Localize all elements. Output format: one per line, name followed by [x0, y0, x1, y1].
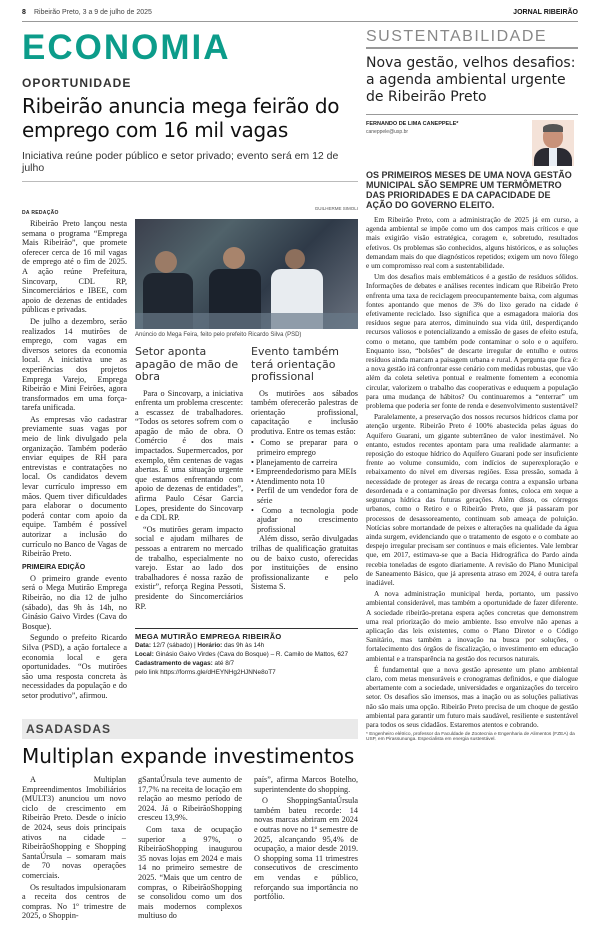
article-column-1: [22, 775, 126, 923]
paragraph: gSantaÚrsula teve aumento de 17,7% na receita de locação em relação ao mesmo período de 2024. Já o RibeirãoShopping cresceu 13,9%.: [138, 775, 242, 823]
byline: DA REDAÇÃO: [22, 210, 59, 216]
info-location: Local: Ginásio Gaivo Virdes (Cava do Bosque) – R. Camilo de Mattos, 627: [135, 651, 349, 658]
article-subhead: Iniciativa reúne poder público e setor privado; evento será em 12 de julho: [22, 150, 339, 174]
paragraph: É fundamental que a nova gestão apresente um plano ambiental claro, com metas mensuráveis e cronogramas definidos, e que dialogue abertamente com a sociedade, universidades e organizações do terceiro setor. Os desafios são imensos, mas a inação ou as soluções paliativas não são mais uma opção. Ribeirão Preto precisa de um choque de gestão ambiental para garantir um futuro mais saudável, resiliente e sustentável para todos os seus cidadãos. Estaremos atentos e cobrando.: [366, 664, 578, 729]
article-lead: OS PRIMEIROS MESES DE UMA NOVA GESTÃO MUNICIPAL SÃO SEMPRE UM TERMÔMETRO DAS PRIORIDADES E DA CAPACIDADE DE AÇÃO DO GOVERNO ELEITO.: [366, 170, 572, 210]
article-column-1: [22, 206, 127, 703]
paragraph: Com taxa de ocupação superior a 97%, o RibeirãoShopping inaugurou 35 novas lojas em 2024 e mais 14 no primeiro semestre de 2025. “Mais que um centro de compras, o RibeirãoShopping se consolidou como um dos mais modernos complexos multiuso do: [138, 824, 242, 921]
paragraph: país”, afirma Marcos Botelho, superintendente do shopping.: [254, 775, 358, 794]
subarticle-orientation: [251, 346, 358, 594]
economia-section: [22, 28, 358, 700]
edition-date: Ribeirão Preto, 3 a 9 de julho de 2025: [34, 9, 152, 16]
paragraph: Em Ribeirão Preto, com a administração de 2025 já em curso, a agenda ambiental se impõe como um dos campos mais críticos e que mais exigirão visão estratégica, coragem e, sobretudo, resultados efetivos. Os problemas são conhecidos, alguns históricos, e as soluções demandam mais do que diagnósticos repetidos; exigem um novo fôlego e um compromisso real com a sustentabilidade.: [366, 215, 578, 271]
paragraph: O ShoppingSantaÚrsula também bateu recorde: 14 novas marcas abriram em 2024 e outras nove no 1º semestre de 2025, alcançando 95,4% de ocupação, a maior desde 2019. O shopping soma 11 trimestres consecutivos de crescimento em vendas e público, reforçando sua importância no portfólio.: [254, 796, 358, 902]
author-email[interactable]: caneppele@usp.br: [366, 129, 409, 135]
sustentabilidade-section: [366, 28, 578, 742]
author-footnote: * Engenheiro elétrico, professor da Faculdade de Zootecnia e Engenharia de Alimentos (FZEA) da USP, em Pirassununga. Especialista em energia sustentável.: [366, 732, 575, 743]
paragraph: Os resultados impulsionaram a receita dos centros de compras. No 1º trimestre de 2025, o Shoppin-: [22, 882, 126, 921]
article-headline: Multiplan expande investimentos: [22, 744, 355, 768]
article-headline: Nova gestão, velhos desafios: a agenda ambiental urgente de Ribeirão Preto: [366, 55, 576, 105]
author-photo: [532, 120, 574, 166]
article-column-2: [138, 775, 242, 923]
paragraph: As empresas vão cadastrar previamente suas vagas por meio de link divulgado pela organização. Também poderão enviar equipes de RH para entrevistas e contratações no local. Os candidatos devem levar currículo impresso em mãos. Quem tiver dificuldades para elaborar o documento poderá contar com apoio da equipe. Também é possível autorizar a inclusão do currículo no Banco de Vagas de Ribeirão Preto.: [22, 414, 127, 559]
article-headline: Ribeirão anuncia mega feirão do emprego com 16 mil vagas: [22, 94, 340, 142]
paragraph: “Os mutirões geram impacto social e ajudam milhares de pessoas a entrarem no mercado de trabalho, especialmente no varejo. Estar ao lado dos trabalhadores é nossa razão de existir”, reforça Regina Pessoti, presidente do Sincomerciários RP.: [135, 524, 243, 611]
paragraph: Paralelamente, a preservação dos nossos recursos hídricos clama por atenção urgente. Ribeirão Preto é 100% abastecida pelas águas do Aquífero Guarani, um gigante subterrâneo de valor inestimável. No entanto, estudos recentes apontam para uma realidade alarmante: a reposição do estoque hídrico do Aquífero Guarani pode ser insuficiente frente ao volume consumido, com indícios de superexploração e rebaixamento do nível em diversas regiões. Essa pressão, somada à necessidade de proteger as áreas de recarga contra a expansão urbana desordenada e a contaminação por diversas fontes, coloca em xeque a segurança hídrica das futuras gerações. Além disso, os córregos urbanos, como o Retiro e o Ribeirão Preto, que já passaram por processos de desassoreamento, continuam sob ameaça de poluição. Notícias sobre mortandade de peixes e alterações na qualidade da água ainda surgem, evidenciando que o tratamento de esgoto e o combate ao despejo irregular precisam ser contínuos e mais eficientes. Vale lembrar que, em 2017, estimava-se que a Bacia Hidrográfica do Pardo ainda recebia toneladas de esgoto diariamente. A revisão do Plano Municipal de Saneamento Básico, que já apresenta atraso em 2024, é outra tarefa inadiável.: [366, 412, 578, 587]
paragraph: Segundo o prefeito Ricardo Silva (PSD), a ação fortalece a economia local e gera oportunidades. “Os mutirões são uma resposta concreta às necessidades da população e do setor produtivo”, afirmou.: [22, 633, 127, 700]
subarticle-title: Evento também terá orientação profissional: [251, 345, 339, 383]
section-title: SUSTENTABILIDADE: [366, 28, 578, 49]
page-number: 8: [22, 9, 26, 16]
section-title: ECONOMIA: [22, 28, 231, 67]
paragraph: A Multiplan Empreendimentos Imobiliários (MULT3) anunciou um novo ciclo de crescimento em Ribeirão Preto. Desde o início de 2024, seus dois principais ativos na cidade – RibeirãoShopping e Shopping SantaÚrsula – somaram mais de 70 novas operações comerciais.: [22, 775, 126, 880]
topics-list: [251, 438, 358, 534]
author-name: FERNANDO DE LIMA CANEPPELE*: [366, 121, 459, 127]
article-column-3: [254, 775, 358, 904]
multiplan-article: [22, 719, 358, 934]
event-photo: [135, 219, 358, 329]
list-item: • Perfil de um vendedor fora de série: [251, 486, 358, 506]
list-item: • Atendimento nota 10: [251, 476, 325, 486]
article-kicker: OPORTUNIDADE: [22, 76, 132, 90]
info-date-time: Data: 12/7 (sábado) | Horário: das 9h às 14h: [135, 642, 265, 649]
paragraph: Um dos desafios mais emblemáticos é a gestão de resíduos sólidos. Informações de debates e análises recentes indicam que Ribeirão Preto enfrenta uma taxa de reciclagem preocupantemente baixa, com algumas fontes apontando que menos de 3% do lixo gerado na cidade é efetivamente reciclado. Isso significa que a esmagadora maioria dos resíduos segue para aterros, diminuindo sua vida útil, desperdiçando recursos valiosos e potencializando a emissão de gases de efeito estufa, como o metano, que também pode contaminar o solo e o aquífero. Enquanto isso, “bolsões” de descarte irregular de entulho e outros resíduos ainda marcam a paisagem urbana e rural. A pergunta que fica é: a nova gestão irá confrontar esse cenário com medidas robustas, que vão além da coleta seletiva pontual e realmente fomentem a economia circular, valorizem o trabalho das cooperativas e eduquem a população para uma mudança de hábitos? Ou continuaremos a “enterrar” um problema que poderia ser fonte de renda e desenvolvimento sustentável?: [366, 272, 578, 411]
list-item: • Como se preparar para o primeiro emprego: [251, 438, 358, 458]
paragraph: Para o Sincovarp, a iniciativa enfrenta um problema crescente: a escassez de trabalhadores. “Todos os setores sofrem com o apagão de mão de obra. O Comércio é dos mais impactados. Supermercados, por exemplo, têm centenas de vagas abertas. É uma situação urgente que estamos enfrentando com apoio de dezenas de entidades”, afirma Paulo César Garcia Lopes, presidente do Sincovarp e da CDL RP.: [135, 388, 243, 523]
registration-link[interactable]: pelo link https://forms.gle/dHEYNHg2HJNNe8oT7: [135, 669, 276, 676]
info-title: MEGA MUTIRÃO EMPREGA RIBEIRÃO: [135, 632, 282, 641]
subheading: PRIMEIRA EDIÇÃO: [22, 563, 86, 571]
info-registration: Cadastramento de vagas: até 8/7: [135, 660, 235, 667]
paragraph: Ribeirão Preto lançou nesta semana o programa “Emprega Mais Ribeirão”, que promete oferecer cerca de 16 mil vagas de emprego até o fim de 2025. A ação reúne Prefeitura, Sincovarp, CDL RP, Sincomerciários e IBEE, com apoio de dezenas de entidades públicas e privadas.: [22, 219, 127, 315]
photo-credit: GUILHERME SIMOLI: [314, 206, 358, 211]
paragraph: A nova administração municipal herda, portanto, um passivo ambiental considerável, mas também a oportunidade de fazer diferente. A sociedade ribeirão-pretana espera ações concretas que demonstrem uma real priorização do meio ambiente. Isso envolve não apenas a aplicação das leis existentes, como o Plano Diretor e o Código Sanitário, mas também a inovação na busca por soluções, o fortalecimento dos órgãos de fiscalização, o investimento em educação ambiental e a transparência na gestão dos recursos naturais.: [366, 589, 578, 663]
event-info-box: [135, 628, 358, 677]
article-column-2: [135, 206, 358, 626]
subarticle-title: Setor aponta apagão de mão de obra: [135, 345, 239, 383]
masthead: [22, 6, 578, 22]
author-block: [366, 114, 578, 168]
article-kicker: ASADASDAS: [22, 719, 358, 739]
divider: [22, 181, 358, 182]
paragraph: Além disso, serão divulgadas trilhas de qualificação gratuitas ou de baixo custo, oferecidas por instituições de ensino profissionalizante e pelo Sistema S.: [251, 534, 358, 592]
list-item: • Empreendedorismo para MEIs: [251, 467, 357, 477]
newspaper-name: JORNAL RIBEIRÃO: [513, 9, 578, 16]
paragraph: De julho a dezembro, serão realizados 14 mutirões de emprego, com vagas em diversos setores da economia local. A iniciativa une as experiências dos projetos Emprega Varejo, Emprega Ribeirão e Mini Feirões, agora transformados em uma força-tarefa unificada.: [22, 316, 127, 413]
photo-caption: Anúncio do Mega Feira, feito pelo prefeito Ricardo Silva (PSD): [135, 332, 302, 338]
subarticle-labor: [135, 346, 243, 613]
list-item: • Como a tecnologia pode ajudar no crescimento profissional: [251, 505, 358, 534]
paragraph: O primeiro grande evento será o Mega Mutirão Emprega Ribeirão, no dia 12 de julho (sábado), das 9h às 14h, no Ginásio Gaivo Virdes (Cava do Bosque).: [22, 573, 127, 631]
list-item: • Planejamento de carreira: [251, 457, 338, 467]
paragraph: Os mutirões aos sábados também oferecerão palestras de orientação profissional, capacitação e inclusão produtiva. Entre os temas estão:: [251, 388, 358, 436]
